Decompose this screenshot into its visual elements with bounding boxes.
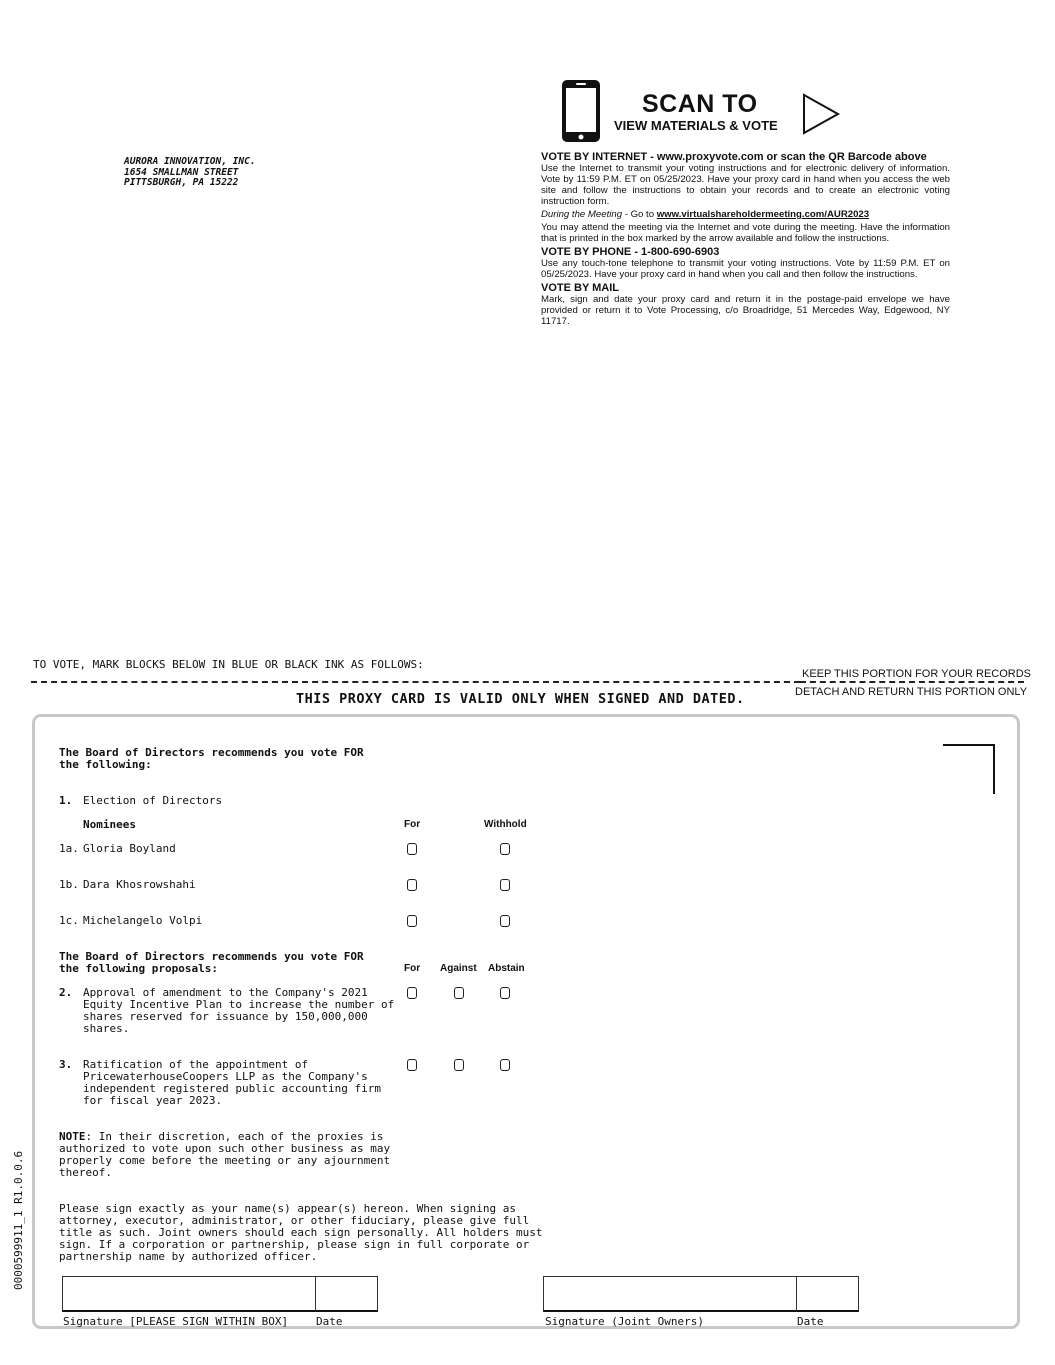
note xyxy=(59,1131,390,1179)
proposal-2-abstain-checkbox[interactable] xyxy=(500,987,510,999)
joint-signature-box[interactable] xyxy=(543,1276,797,1312)
company-street: 1654 SMALLMAN STREET xyxy=(124,166,239,178)
nominee-1c-withhold-checkbox[interactable] xyxy=(500,915,510,927)
nominee-1a-name: Gloria Boyland xyxy=(83,842,176,855)
col-withhold-header: Withhold xyxy=(484,819,527,830)
proposal-3-abstain-checkbox[interactable] xyxy=(500,1059,510,1071)
proposal-2-number: 2. xyxy=(59,986,73,999)
smartphone-icon xyxy=(560,78,602,144)
vote-internet-text: Use the Internet to transmit your voting instructions and for electronic delivery of information. Vote by 11:59 P.M. ET on 05/25/2023. Have your proxy card in hand when you access the web site and follow the instructions to obtain your records and to create an electronic voting instruction form. xyxy=(541,163,950,207)
scan-title: SCAN TO xyxy=(642,90,758,118)
scan-subtitle: VIEW MATERIALS & VOTE xyxy=(614,118,778,133)
nominee-1b-name: Dara Khosrowshahi xyxy=(83,878,196,891)
nominee-1c-number: 1c. xyxy=(59,914,79,927)
proposal-2-against-checkbox[interactable] xyxy=(454,987,464,999)
col-against-header: Against xyxy=(440,963,477,974)
vote-phone-text: Use any touch-tone telephone to transmit your voting instructions. Vote by 11:59 P.M. ET on 05/25/2023. Have your proxy card in hand when you call and then follow the instructions. xyxy=(541,258,950,280)
joint-signature-date-box[interactable] xyxy=(796,1276,859,1312)
company-address xyxy=(124,157,256,189)
item1-number: 1. xyxy=(59,794,73,807)
vote-phone-heading: VOTE BY PHONE - 1-800-690-6903 xyxy=(541,246,720,258)
keep-portion-label: KEEP THIS PORTION FOR YOUR RECORDS xyxy=(802,668,1032,680)
nominee-1c-for-checkbox[interactable] xyxy=(407,915,417,927)
detach-line xyxy=(31,681,800,683)
vote-meeting-line xyxy=(541,209,950,220)
nominee-1b-number: 1b. xyxy=(59,878,79,891)
company-name: AURORA INNOVATION, INC. xyxy=(124,156,256,167)
detach-portion-label: DETACH AND RETURN THIS PORTION ONLY xyxy=(795,686,1028,698)
corner-mark xyxy=(943,744,995,794)
proposal-2-text: Approval of amendment to the Company's 2021 Equity Incentive Plan to increase the number of shares reserved for issuance by 150,000,000 shares. xyxy=(83,986,395,1035)
nominee-1a-withhold-checkbox[interactable] xyxy=(500,843,510,855)
nominee-1a-for-checkbox[interactable] xyxy=(407,843,417,855)
nominee-1b-withhold-checkbox[interactable] xyxy=(500,879,510,891)
note-text: : In their discretion, each of the proxies is authorized to vote upon such other business as may properly come before the meeting or any ajournment thereof. xyxy=(59,1130,391,1179)
to-vote-instruction: TO VOTE, MARK BLOCKS BELOW IN BLUE OR BLACK INK AS FOLLOWS: xyxy=(33,658,424,671)
joint-signature-label: Signature (Joint Owners) xyxy=(545,1315,704,1328)
proposal-2-for-checkbox[interactable] xyxy=(407,987,417,999)
col-for-header-2: For xyxy=(404,963,421,974)
company-city: PITTSBURGH, PA 15222 xyxy=(124,177,239,188)
detach-line-right xyxy=(800,681,1024,683)
signature-date-label: Date xyxy=(316,1315,343,1328)
proposal-3-text: Ratification of the appointment of PricewaterhouseCoopers LLP as the Company's independent registered public accounting firm for fiscal year 2023. xyxy=(83,1058,382,1107)
meeting-goto: - Go to xyxy=(622,209,657,220)
board-recommendation-proposals: The Board of Directors recommends you vote FOR the following proposals: xyxy=(59,950,364,975)
vote-internet-heading: VOTE BY INTERNET - www.proxyvote.com or scan the QR Barcode above xyxy=(541,151,927,163)
item1-label: Election of Directors xyxy=(83,794,223,807)
note-label: NOTE xyxy=(59,1130,86,1143)
meeting-prefix: During the Meeting xyxy=(541,209,623,220)
signature-date-box[interactable] xyxy=(315,1276,378,1312)
nominee-1b-for-checkbox[interactable] xyxy=(407,879,417,891)
vote-mail-text: Mark, sign and date your proxy card and return it in the postage-paid envelope we have provided or return it to Vote Processing, c/o Broadridge, 51 Mercedes Way, Edgewood, NY 11717. xyxy=(541,294,950,327)
col-abstain-header: Abstain xyxy=(488,963,525,974)
meeting-link[interactable]: www.virtualshareholdermeeting.com/AUR2023 xyxy=(656,209,870,220)
sign-instructions: Please sign exactly as your name(s) appear(s) hereon. When signing as attorney, executor, administrator, or other fiduciary, please give full title as such. Joint owners should each sign personally. All holders must sign. If a corporation or partnership, please sign in full corporate or partnership name by authorized officer. xyxy=(59,1202,543,1263)
document-code: 0000599911_1 R1.0.0.6 xyxy=(12,1150,25,1290)
board-recommendation-directors: The Board of Directors recommends you vote FOR the following: xyxy=(59,746,364,771)
signature-label: Signature [PLEASE SIGN WITHIN BOX] xyxy=(63,1315,289,1328)
nominee-1c-name: Michelangelo Volpi xyxy=(83,914,203,927)
col-for-header: For xyxy=(404,819,421,830)
voting-instructions xyxy=(541,149,950,327)
valid-notice: THIS PROXY CARD IS VALID ONLY WHEN SIGNED AND DATED. xyxy=(296,691,745,707)
vote-meeting-text: You may attend the meeting via the Internet and vote during the meeting. Have the information that is printed in the box marked by the arrow available and follow the instructions. xyxy=(541,222,950,244)
nominees-header: Nominees xyxy=(83,818,136,831)
proposal-3-against-checkbox[interactable] xyxy=(454,1059,464,1071)
proposal-3-number: 3. xyxy=(59,1058,73,1071)
nominee-1a-number: 1a. xyxy=(59,842,79,855)
vote-mail-heading: VOTE BY MAIL xyxy=(541,282,620,294)
signature-box[interactable] xyxy=(62,1276,316,1312)
play-arrow-icon xyxy=(800,92,842,136)
proposal-3-for-checkbox[interactable] xyxy=(407,1059,417,1071)
joint-signature-date-label: Date xyxy=(797,1315,824,1328)
